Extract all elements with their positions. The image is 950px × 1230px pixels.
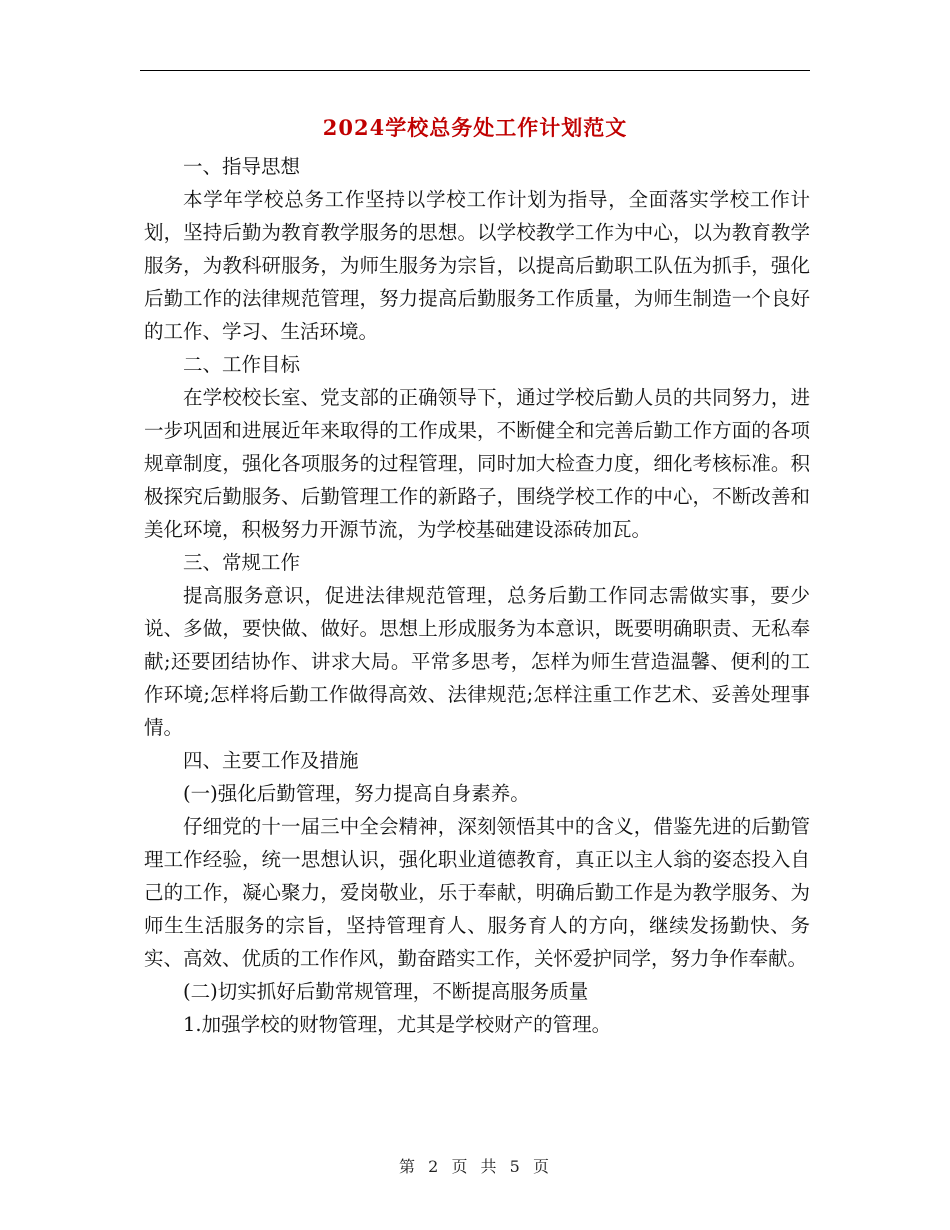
document-title: 2024学校总务处工作计划范文: [322, 115, 628, 140]
body-paragraph-2: 在学校校长室、党支部的正确领导下，通过学校后勤人员的共同努力，进一步巩固和进展近年来取得的工作成果，不断健全和完善后勤工作方面的各项规章制度，强化各项服务的过程管理，同时加大检查力度，细化考核标准。积极探究后勤服务、后勤管理工作的新路子，围绕学校工作的中心，不断改善和美化环境，积极努力开源节流，为学校基础建设添砖加瓦。: [144, 386, 810, 541]
footer-label-di: 第: [399, 1157, 418, 1176]
footer-label-gong: 共: [480, 1157, 499, 1176]
document-body: [144, 150, 810, 1041]
footer-total-pages: 5: [509, 1157, 522, 1176]
body-paragraph-1: 本学年学校总务工作坚持以学校工作计划为指导，全面落实学校工作计划，坚持后勤为教育教学服务的思想。以学校教学工作为中心，以为教育教学服务，为教科研服务，为师生服务为宗旨，以提高后勤职工队伍为抓手，强化后勤工作的法律规范管理，努力提高后勤服务工作质量，为师生制造一个良好的工作、学习、生活环境。: [144, 188, 810, 343]
section-heading-2: 二、工作目标: [183, 353, 301, 376]
section-heading-3: 三、常规工作: [183, 551, 301, 574]
footer-label-ye: 页: [451, 1157, 470, 1176]
list-item-1: 1.加强学校的财物管理，尤其是学校财产的管理。: [183, 1013, 612, 1036]
page-footer: [0, 1154, 950, 1177]
section-heading-1: 一、指导思想: [183, 155, 301, 178]
body-paragraph-4: 仔细党的十一届三中全会精神，深刻领悟其中的含义，借鉴先进的后勤管理工作经验，统一思想认识，强化职业道德教育，真正以主人翁的姿态投入自己的工作，凝心聚力，爱岗敬业，乐于奉献，明确后勤工作是为教学服务、为师生生活服务的宗旨，坚持管理育人、服务育人的方向，继续发扬勤快、务实、高效、优质的工作作风，勤奋踏实工作，关怀爱护同学，努力争作奉献。: [144, 815, 810, 970]
header-rule: [140, 70, 810, 71]
subsection-heading-2: (二)切实抓好后勤常规管理，不断提高服务质量: [183, 980, 589, 1003]
section-heading-4: 四、主要工作及措施: [183, 749, 359, 772]
footer-page-number: 2: [428, 1157, 441, 1176]
subsection-heading-1: (一)强化后勤管理，努力提高自身素养。: [183, 782, 530, 805]
footer-label-ye-2: 页: [532, 1157, 551, 1176]
body-paragraph-3: 提高服务意识，促进法律规范管理，总务后勤工作同志需做实事，要少说、多做，要快做、做好。思想上形成服务为本意识，既要明确职责、无私奉献;还要团结协作、讲求大局。平常多思考，怎样为师生营造温馨、便利的工作环境;怎样将后勤工作做得高效、法律规范;怎样注重工作艺术、妥善处理事情。: [144, 584, 810, 739]
